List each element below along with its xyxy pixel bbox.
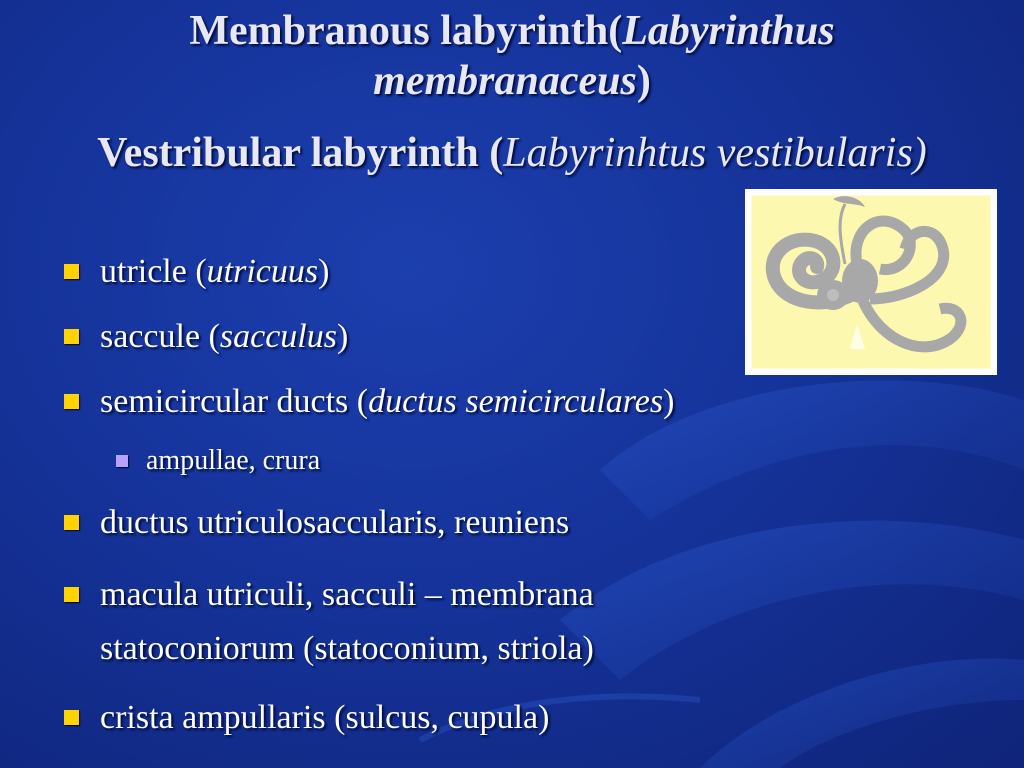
sub-list-item-text: ampullae, crura <box>146 445 321 476</box>
list-item <box>62 317 782 357</box>
slide-title <box>30 6 994 106</box>
list-item-text-line1: macula utriculi, sacculi – membrana <box>100 576 594 613</box>
subtitle-latin: Labyrinhtus vestibularis) <box>503 130 927 176</box>
list-item <box>62 698 782 738</box>
title-latin-part1: Labyrinthus <box>622 8 835 54</box>
bullet-square-icon <box>64 587 79 602</box>
title-line2 <box>30 56 994 106</box>
subtitle-text: Vestribular labyrinth ( <box>97 130 504 176</box>
bullet-square-icon <box>64 264 79 279</box>
list-item-text: ductus utriculosaccularis, reuniens <box>100 504 570 541</box>
list-item-text: semicircular ducts ( <box>100 383 369 420</box>
list-item <box>62 568 782 676</box>
title-text: Membranous labyrinth( <box>189 8 623 54</box>
list-item-close: ) <box>336 318 349 355</box>
list-item-text: saccule ( <box>100 318 220 355</box>
list-item-close: ) <box>318 253 330 290</box>
list-item-text-line2: statoconiorum (statoconium, striola) <box>100 630 594 667</box>
list-item-close: ) <box>663 383 675 420</box>
bullet-square-icon <box>64 710 79 725</box>
list-item-latin: utricuus <box>206 253 319 290</box>
list-item <box>62 252 782 292</box>
list-item-latin: sacculus <box>219 318 337 355</box>
list-item-text: crista ampullaris (sulcus, cupula) <box>100 699 550 736</box>
list-item-text: utricle ( <box>100 253 207 290</box>
bullet-square-icon <box>64 394 79 409</box>
list-item <box>62 382 782 422</box>
slide-subtitle <box>30 128 994 178</box>
list-item-latin: ductus semicirculares <box>368 383 664 420</box>
list-item <box>62 503 782 543</box>
sub-bullet-square-icon <box>116 455 128 467</box>
title-close-paren: ) <box>636 58 651 104</box>
bullet-square-icon <box>64 515 79 530</box>
labyrinth-figure <box>745 189 997 375</box>
sub-list-item <box>62 444 782 478</box>
title-latin-part2: membranaceus <box>373 58 637 104</box>
bullet-list <box>62 252 782 738</box>
bullet-square-icon <box>64 329 79 344</box>
membranous-labyrinth-illustration-icon <box>745 189 997 375</box>
